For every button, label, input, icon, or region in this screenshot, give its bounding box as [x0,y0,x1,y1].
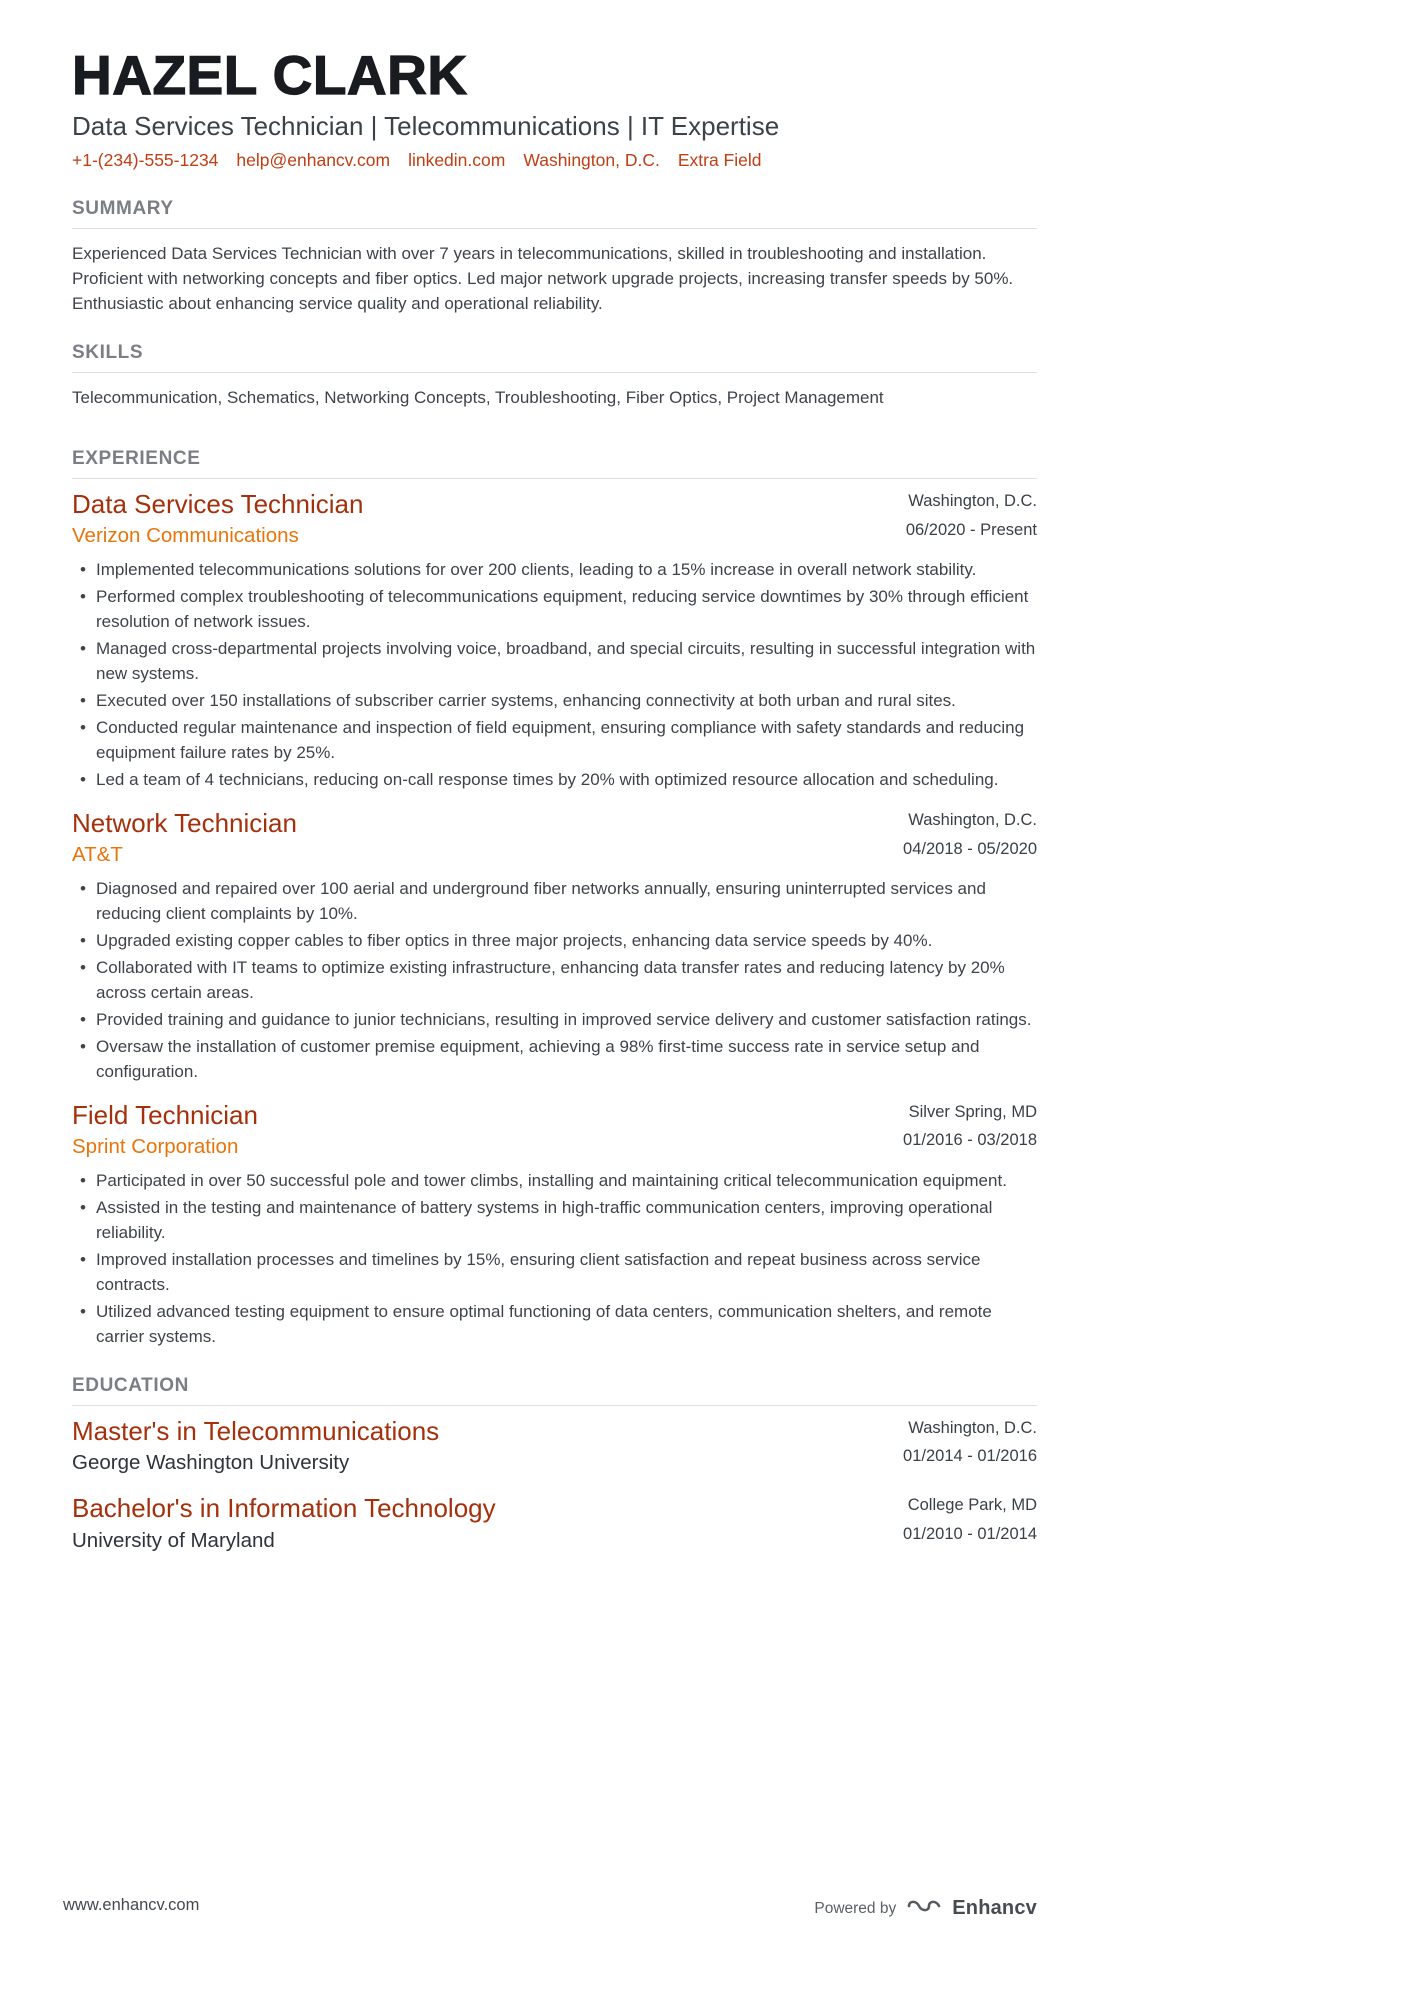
experience-entry-meta [903,1100,1037,1152]
job-dates: 06/2020 - Present [905,520,1037,539]
bullet-item: • Utilized advanced testing equipment to ensure optimal functioning of data centers, communication shelters, and remote carrier systems. [72,1299,1037,1349]
education-entry-header [72,1416,1037,1476]
degree-dates: 01/2014 - 01/2016 [903,1447,1037,1466]
skills-list-text: Telecommunication, Schematics, Networking Concepts, Troubleshooting, Fiber Optics, Project Management [72,388,884,408]
bullet-item: • Improved installation processes and timelines by 15%, ensuring client satisfaction and repeat business across service contracts. [72,1247,1037,1297]
skills-heading: SKILLS [72,342,1037,373]
job-location: Washington, D.C. [908,492,1037,511]
section-experience [72,448,1037,1348]
bullet-item: • Collaborated with IT teams to optimize existing infrastructure, enhancing data transfer rates and reducing latency by 20% across certain areas. [72,955,1037,1005]
experience-entry-titles [72,808,297,868]
company-name: AT&T [72,843,123,867]
bullet-item: • Upgraded existing copper cables to fiber optics in three major projects, enhancing data service speeds by 40%. [72,928,1037,953]
experience-entry-header [72,489,1037,549]
degree-title: Bachelor's in Information Technology [72,1493,496,1524]
experience-entry-titles [72,489,363,549]
education-entry-titles [72,1416,439,1476]
section-education [72,1375,1037,1554]
job-title: Data Services Technician [72,489,364,520]
summary-heading: SUMMARY [72,198,1037,229]
bullet-list [72,1168,1037,1349]
bullet-item: • Performed complex troubleshooting of telecommunications equipment, reducing service downtimes by 30% through efficient resolution of network issues. [72,584,1037,634]
bullet-item: • Provided training and guidance to junior technicians, resulting in improved service delivery and customer satisfaction ratings. [72,1007,1037,1032]
enhancv-logo-icon [906,1896,942,1921]
bullet-item: • Executed over 150 installations of subscriber carrier systems, enhancing connectivity at both urban and rural sites. [72,688,1037,713]
education-entry-meta [903,1493,1037,1545]
bullet-item: • Oversaw the installation of customer premise equipment, achieving a 98% first-time success rate in service setup and configuration. [72,1034,1037,1084]
experience-entry [72,1100,1037,1349]
section-skills [72,342,1037,410]
education-entry [72,1416,1037,1476]
job-dates: 04/2018 - 05/2020 [903,839,1037,858]
section-summary [72,198,1037,316]
bullet-item: • Led a team of 4 technicians, reducing on-call response times by 20% with optimized resource allocation and scheduling. [72,767,1037,792]
job-title: Field Technician [72,1099,258,1130]
job-dates: 01/2016 - 03/2018 [903,1131,1037,1150]
education-entry-titles [72,1493,496,1553]
powered-by-enhancv[interactable] [814,1896,1037,1921]
candidate-name: HAZEL CLARK [72,44,468,106]
summary-text: Experienced Data Services Technician with over 7 years in telecommunications, skilled in troubleshooting and installation. Proficient with networking concepts and fiber optics. Led major network upgrade projects, increasing transfer speeds by 50%. Enthusiastic about enhancing service quality and operational reliability. [72,244,1014,314]
degree-dates: 01/2010 - 01/2014 [903,1525,1037,1544]
education-entry-header [72,1493,1037,1553]
school-name: George Washington University [72,1450,350,1474]
contact-location: Washington, D.C. [523,150,660,171]
education-heading: EDUCATION [72,1375,1037,1406]
company-name: Verizon Communications [72,524,299,548]
degree-location: Washington, D.C. [908,1418,1037,1437]
resume-header [72,44,1037,172]
experience-heading: EXPERIENCE [72,448,1037,479]
powered-by-label: Powered by [814,1899,897,1917]
contact-email-link[interactable]: help@enhancv.com [236,150,391,171]
bullet-list [72,876,1037,1084]
experience-entry [72,808,1037,1084]
enhancv-wordmark: Enhancv [952,1897,1037,1919]
job-location: Washington, D.C. [908,810,1037,829]
experience-entry [72,489,1037,792]
contact-extra-field: Extra Field [677,150,762,171]
bullet-item: • Implemented telecommunications solutions for over 200 clients, leading to a 15% increase in overall network stability. [72,557,1037,582]
experience-entry-meta [906,489,1037,541]
company-name: Sprint Corporation [72,1134,239,1158]
bullet-item: • Diagnosed and repaired over 100 aerial and underground fiber networks annually, ensuring uninterrupted services and reducing client complaints by 10%. [72,876,1037,926]
contact-row [72,150,1037,172]
candidate-headline: Data Services Technician | Telecommunications | IT Expertise [72,111,780,141]
education-entry [72,1493,1037,1553]
education-entry-meta [903,1416,1037,1468]
degree-title: Master's in Telecommunications [72,1415,440,1446]
bullet-list [72,557,1037,792]
experience-entry-header [72,1100,1037,1160]
experience-entry-titles [72,1100,258,1160]
contact-website-link[interactable]: linkedin.com [408,150,506,171]
degree-location: College Park, MD [907,1496,1037,1515]
job-title: Network Technician [72,807,297,838]
bullet-item: • Assisted in the testing and maintenance of battery systems in high-traffic communication centers, improving operational reliability. [72,1195,1037,1245]
bullet-item: • Participated in over 50 successful pole and tower climbs, installing and maintaining critical telecommunication equipment. [72,1168,1037,1193]
contact-phone-link[interactable]: +1-(234)-555-1234 [72,150,219,171]
resume-page [72,0,1037,1571]
experience-entry-header [72,808,1037,868]
bullet-item: • Conducted regular maintenance and inspection of field equipment, ensuring compliance with safety standards and reducing equipment failure rates by 25%. [72,715,1037,765]
footer-site-link[interactable]: www.enhancv.com [63,1896,200,1914]
job-location: Silver Spring, MD [908,1102,1037,1121]
experience-entry-meta [903,808,1037,860]
school-name: University of Maryland [72,1528,275,1552]
bullet-item: • Managed cross-departmental projects involving voice, broadband, and special circuits, resulting in successful integration with new systems. [72,636,1037,686]
